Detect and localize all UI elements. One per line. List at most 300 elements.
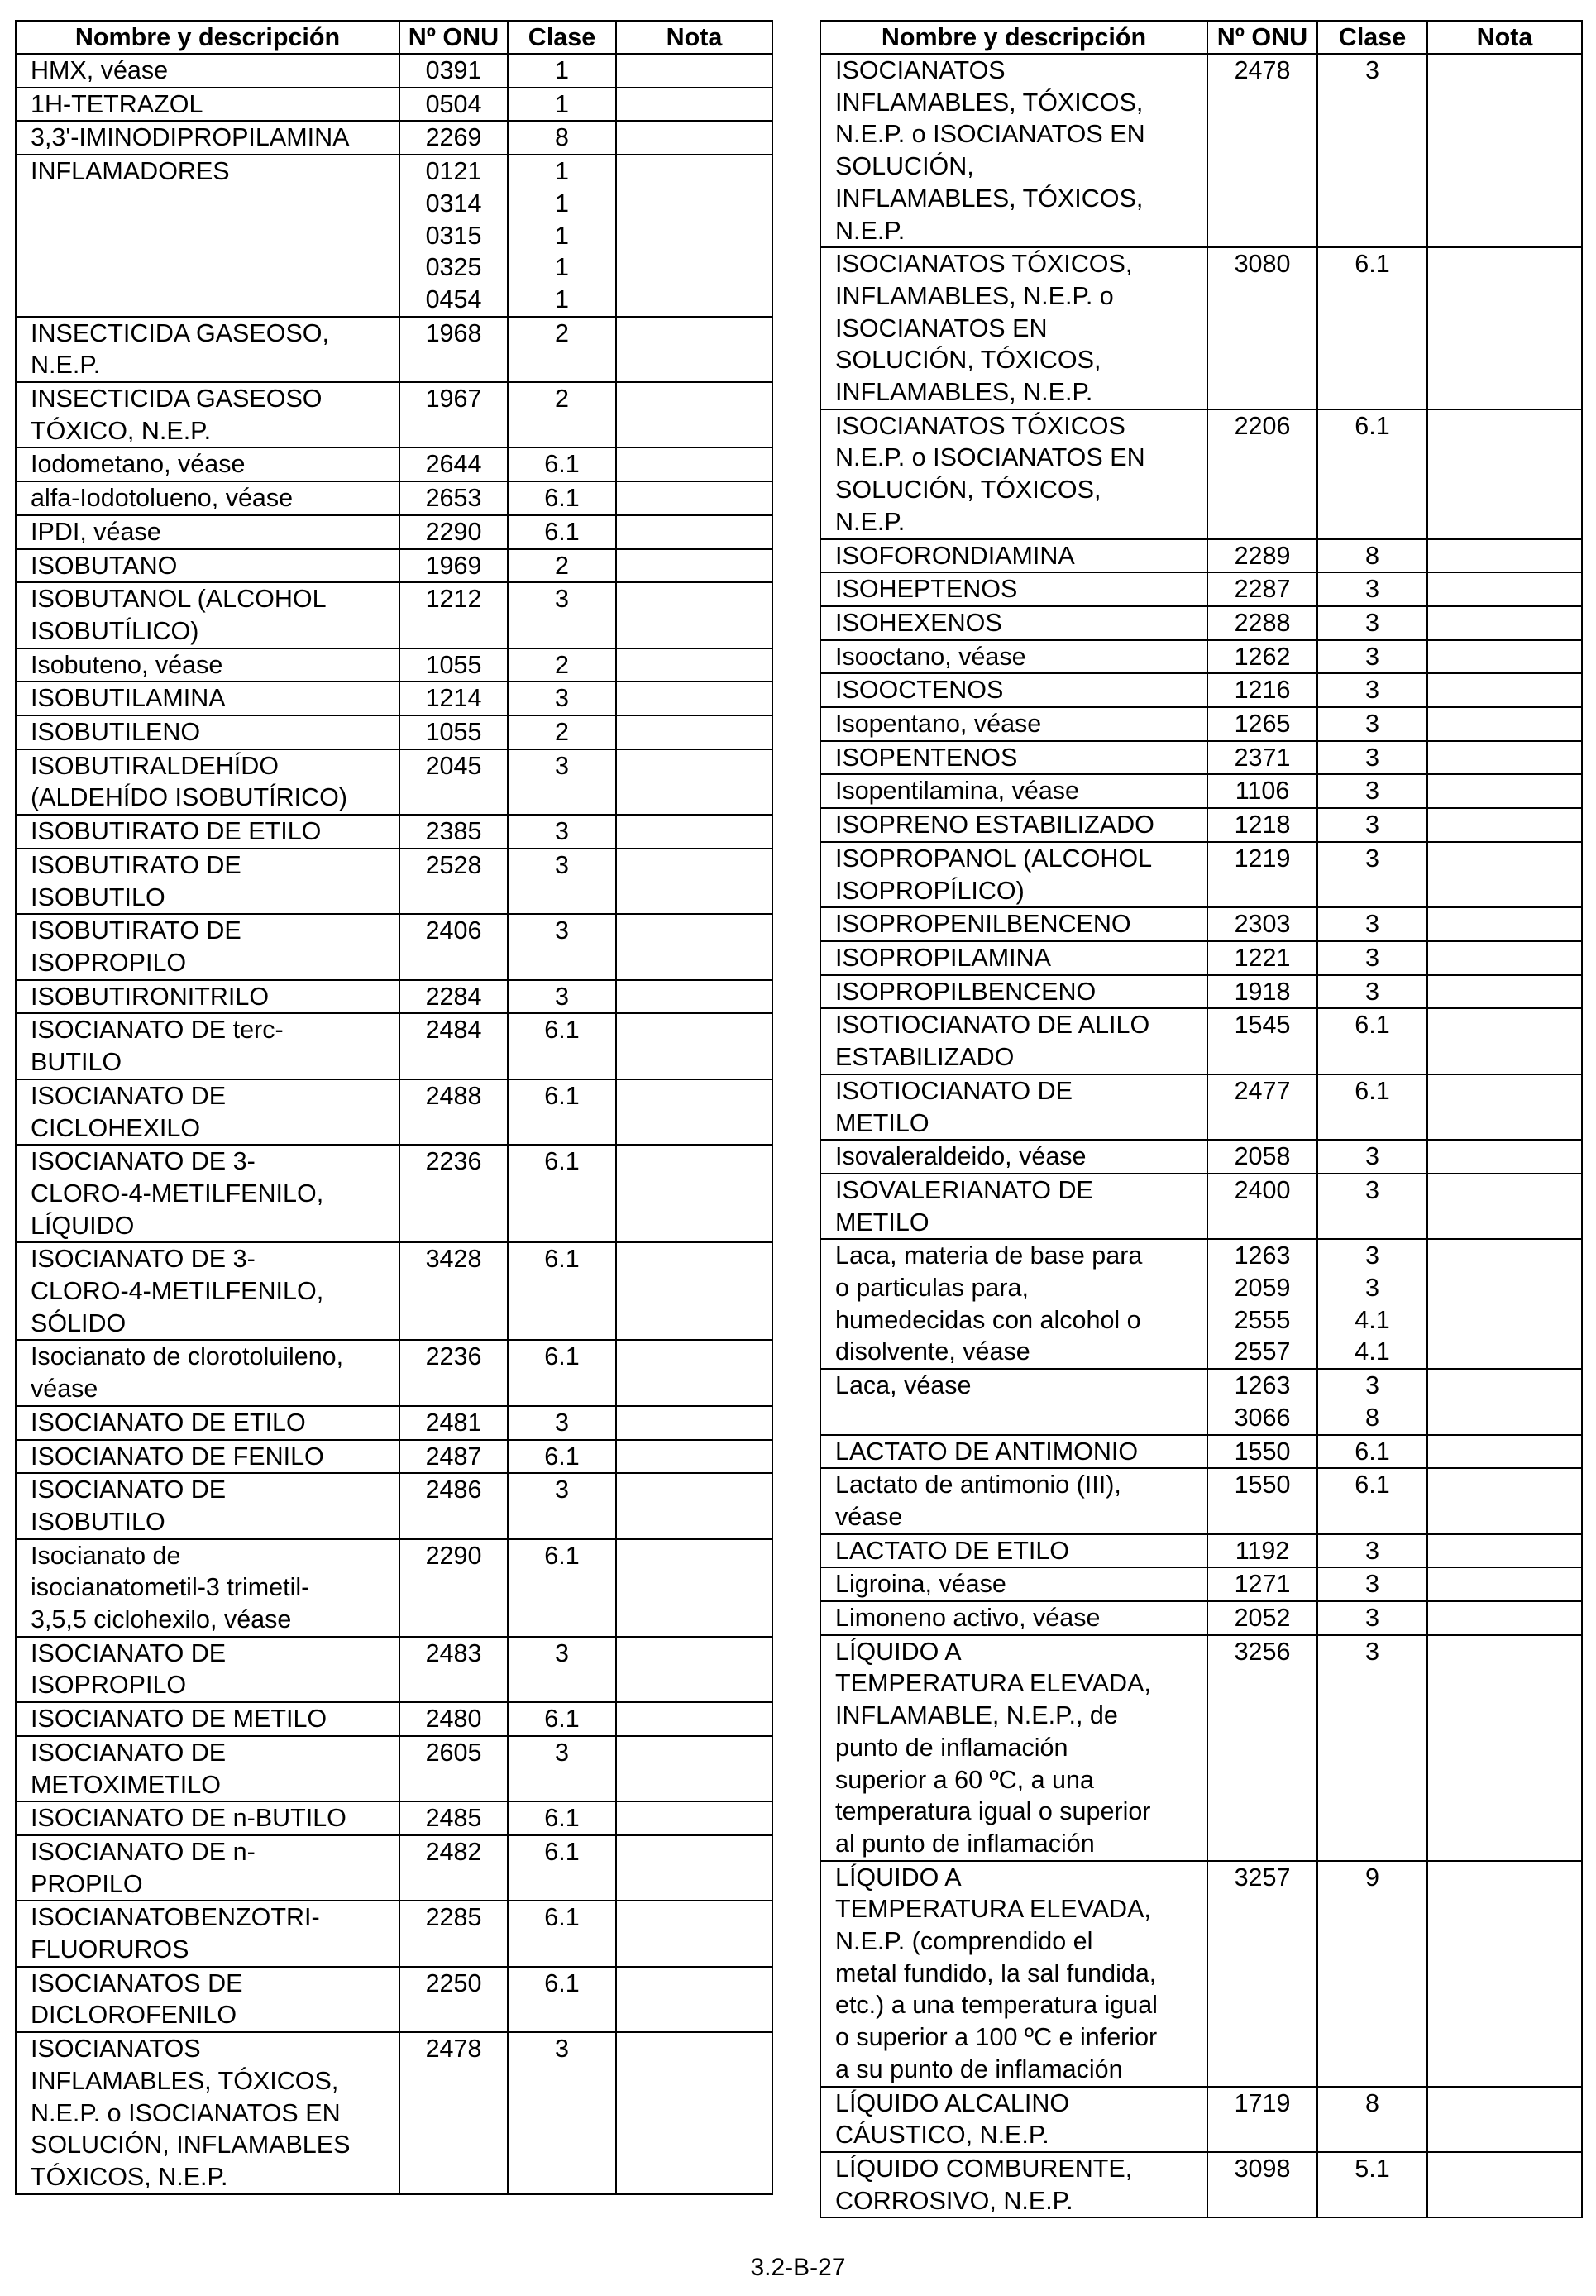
table-row — [16, 481, 772, 515]
cell-name: ISOTIOCIANATO DE METILO — [820, 1074, 1207, 1140]
table-row — [820, 808, 1582, 842]
cell-un-number: 2478 — [399, 2032, 508, 2194]
cell-name: ISOCIANATOS INFLAMABLES, TÓXICOS, N.E.P. o ISOCIANATOS EN SOLUCIÓN, INFLAMABLES TÓXICOS, N.E.P. — [16, 2032, 399, 2194]
cell-name: Limoneno activo, véase — [820, 1601, 1207, 1635]
cell-un-number: 3098 — [1207, 2152, 1317, 2217]
cell-class: 3 — [508, 1406, 616, 1440]
dangerous-goods-table-right — [820, 20, 1583, 2218]
cell-class: 3 — [1317, 572, 1427, 606]
table-row — [820, 1369, 1582, 1434]
cell-note — [616, 515, 772, 549]
cell-note — [1427, 1174, 1582, 1239]
table-row — [820, 774, 1582, 808]
cell-name: ISOBUTIRATO DE ISOBUTILO — [16, 849, 399, 914]
cell-note — [1427, 941, 1582, 975]
cell-name: Isocianato de clorotoluileno, véase — [16, 1340, 399, 1405]
cell-class: 1 — [508, 88, 616, 122]
cell-un-number: 2371 — [1207, 741, 1317, 775]
cell-un-number: 1550 — [1207, 1468, 1317, 1533]
table-row — [16, 54, 772, 88]
cell-un-number: 3256 — [1207, 1635, 1317, 1861]
cell-note — [1427, 975, 1582, 1009]
cell-note — [616, 1013, 772, 1079]
cell-un-number: 2285 — [399, 1901, 508, 1966]
cell-note — [616, 481, 772, 515]
cell-note — [616, 815, 772, 849]
cell-un-number: 2487 — [399, 1440, 508, 1474]
cell-un-number: 2644 — [399, 447, 508, 481]
cell-note — [1427, 907, 1582, 941]
cell-class: 2 — [508, 648, 616, 682]
cell-class: 6.1 — [1317, 409, 1427, 539]
page-number: 3.2-B-27 — [750, 2254, 846, 2281]
cell-name: ISOCIANATOBENZOTRI- FLUORUROS — [16, 1901, 399, 1966]
cell-name: LÍQUIDO ALCALINO CÁUSTICO, N.E.P. — [820, 2087, 1207, 2152]
cell-note — [616, 648, 772, 682]
cell-name: INSECTICIDA GASEOSO, N.E.P. — [16, 317, 399, 382]
cell-class: 6.1 — [1317, 1008, 1427, 1074]
table-row — [820, 907, 1582, 941]
cell-name: ISOCIANATOS TÓXICOS N.E.P. o ISOCIANATOS EN SOLUCIÓN, TÓXICOS, N.E.P. — [820, 409, 1207, 539]
cell-note — [1427, 409, 1582, 539]
header-un-number: Nº ONU — [399, 21, 508, 54]
table-row — [16, 88, 772, 122]
header-class: Clase — [508, 21, 616, 54]
cell-class: 3 3 4.1 4.1 — [1317, 1239, 1427, 1369]
cell-class: 3 — [1317, 907, 1427, 941]
cell-note — [616, 121, 772, 155]
cell-name: ISOCIANATO DE ETILO — [16, 1406, 399, 1440]
cell-note — [1427, 707, 1582, 741]
dangerous-goods-table-left — [15, 20, 773, 2195]
table-row — [820, 1174, 1582, 1239]
cell-note — [616, 849, 772, 914]
cell-un-number: 2480 — [399, 1702, 508, 1736]
cell-name: ISOCIANATO DE CICLOHEXILO — [16, 1079, 399, 1145]
cell-note — [1427, 1534, 1582, 1568]
cell-name: ISOFORONDIAMINA — [820, 539, 1207, 573]
cell-class: 6.1 — [1317, 247, 1427, 409]
cell-class: 3 — [1317, 1140, 1427, 1174]
cell-note — [616, 1637, 772, 1702]
cell-class: 6.1 — [508, 447, 616, 481]
cell-note — [616, 1835, 772, 1901]
table-row — [16, 515, 772, 549]
cell-name: ISOVALERIANATO DE METILO — [820, 1174, 1207, 1239]
cell-un-number: 1219 — [1207, 842, 1317, 907]
cell-class: 2 — [508, 382, 616, 447]
table-row — [16, 1637, 772, 1702]
cell-note — [1427, 1369, 1582, 1434]
cell-class: 3 — [1317, 808, 1427, 842]
cell-class: 3 — [1317, 975, 1427, 1009]
cell-note — [616, 1801, 772, 1835]
cell-name: INSECTICIDA GASEOSO TÓXICO, N.E.P. — [16, 382, 399, 447]
table-row — [16, 1440, 772, 1474]
cell-note — [616, 1967, 772, 2032]
table-row — [820, 1861, 1582, 2087]
cell-note — [616, 582, 772, 648]
cell-class: 6.1 — [508, 1801, 616, 1835]
cell-un-number: 1545 — [1207, 1008, 1317, 1074]
table-row — [16, 1967, 772, 2032]
cell-name: ISOCIANATOS INFLAMABLES, TÓXICOS, N.E.P. o ISOCIANATOS EN SOLUCIÓN, INFLAMABLES, TÓXICOS, N.E.P. — [820, 54, 1207, 247]
cell-note — [1427, 1635, 1582, 1861]
cell-name: IPDI, véase — [16, 515, 399, 549]
table-row — [820, 572, 1582, 606]
cell-note — [1427, 247, 1582, 409]
cell-note — [616, 715, 772, 749]
cell-name: ISOCIANATO DE ISOPROPILO — [16, 1637, 399, 1702]
cell-class: 6.1 — [508, 1013, 616, 1079]
cell-note — [1427, 1601, 1582, 1635]
table-row — [820, 842, 1582, 907]
cell-class: 6.1 — [508, 1835, 616, 1901]
cell-note — [616, 1702, 772, 1736]
table-row — [16, 1079, 772, 1145]
cell-class: 3 — [508, 682, 616, 715]
cell-class: 5.1 — [1317, 2152, 1427, 2217]
table-row — [16, 682, 772, 715]
cell-note — [1427, 774, 1582, 808]
cell-class: 6.1 — [508, 1702, 616, 1736]
cell-name: ISOPROPILAMINA — [820, 941, 1207, 975]
cell-class: 6.1 — [508, 1440, 616, 1474]
cell-class: 6.1 — [508, 1539, 616, 1637]
cell-un-number: 2290 — [399, 515, 508, 549]
cell-un-number: 2484 — [399, 1013, 508, 1079]
table-row — [16, 1406, 772, 1440]
cell-note — [616, 447, 772, 481]
cell-note — [1427, 1861, 1582, 2087]
header-note: Nota — [1427, 21, 1582, 54]
cell-un-number: 1262 — [1207, 640, 1317, 674]
cell-note — [1427, 842, 1582, 907]
cell-class: 6.1 — [508, 1340, 616, 1405]
cell-class: 3 — [1317, 1567, 1427, 1601]
cell-class: 3 — [508, 849, 616, 914]
cell-class: 3 — [1317, 606, 1427, 640]
table-row — [16, 1473, 772, 1538]
table-row — [16, 1145, 772, 1242]
cell-name: ISOBUTILENO — [16, 715, 399, 749]
table-row — [16, 1539, 772, 1637]
cell-note — [1427, 741, 1582, 775]
cell-note — [616, 2032, 772, 2194]
table-row — [16, 914, 772, 979]
cell-name: ISOCIANATO DE n-BUTILO — [16, 1801, 399, 1835]
cell-name: Isovaleraldeido, véase — [820, 1140, 1207, 1174]
cell-class: 3 — [508, 2032, 616, 2194]
cell-note — [616, 549, 772, 583]
table-row — [16, 447, 772, 481]
cell-note — [1427, 2087, 1582, 2152]
cell-name: ISOBUTANOL (ALCOHOL ISOBUTÍLICO) — [16, 582, 399, 648]
cell-class: 3 — [1317, 1174, 1427, 1239]
table-body-right — [820, 54, 1582, 2217]
cell-un-number: 1263 3066 — [1207, 1369, 1317, 1434]
table-header-row — [16, 21, 772, 54]
cell-note — [1427, 673, 1582, 707]
cell-un-number: 0504 — [399, 88, 508, 122]
cell-name: ISOOCTENOS — [820, 673, 1207, 707]
cell-name: Ligroina, véase — [820, 1567, 1207, 1601]
cell-note — [616, 1473, 772, 1538]
cell-un-number: 1212 — [399, 582, 508, 648]
cell-un-number: 1265 — [1207, 707, 1317, 741]
cell-name: LACTATO DE ANTIMONIO — [820, 1435, 1207, 1469]
table-row — [16, 1702, 772, 1736]
cell-note — [616, 317, 772, 382]
cell-name: ISOPROPENILBENCENO — [820, 907, 1207, 941]
cell-name: ISOCIANATO DE 3- CLORO-4-METILFENILO, LÍQUIDO — [16, 1145, 399, 1242]
cell-note — [1427, 606, 1582, 640]
cell-un-number: 2406 — [399, 914, 508, 979]
cell-un-number: 1719 — [1207, 2087, 1317, 2152]
cell-class: 3 — [1317, 640, 1427, 674]
table-row — [16, 980, 772, 1014]
header-un-number: Nº ONU — [1207, 21, 1317, 54]
cell-name: ISOPENTENOS — [820, 741, 1207, 775]
cell-note — [1427, 1008, 1582, 1074]
cell-name: LÍQUIDO A TEMPERATURA ELEVADA, INFLAMABLE, N.E.P., de punto de inflamación superior a 60 ºC, a una temperatura igual o superior al punto de inflamación — [820, 1635, 1207, 1861]
header-name: Nombre y descripción — [16, 21, 399, 54]
cell-un-number: 2290 — [399, 1539, 508, 1637]
cell-class: 3 — [1317, 1534, 1427, 1568]
cell-un-number: 1550 — [1207, 1435, 1317, 1469]
cell-note — [1427, 1435, 1582, 1469]
cell-class: 2 — [508, 317, 616, 382]
cell-un-number: 2287 — [1207, 572, 1317, 606]
table-body-left — [16, 54, 772, 2194]
cell-note — [616, 682, 772, 715]
cell-class: 2 — [508, 549, 616, 583]
cell-name: alfa-Iodotolueno, véase — [16, 481, 399, 515]
cell-un-number: 1969 — [399, 549, 508, 583]
header-class: Clase — [1317, 21, 1427, 54]
cell-note — [1427, 539, 1582, 573]
cell-note — [616, 749, 772, 815]
cell-class: 6.1 — [1317, 1468, 1427, 1533]
table-row — [16, 1901, 772, 1966]
table-row — [820, 941, 1582, 975]
cell-class: 3 8 — [1317, 1369, 1427, 1434]
cell-un-number: 3428 — [399, 1242, 508, 1340]
cell-name: ISOBUTIRATO DE ETILO — [16, 815, 399, 849]
table-row — [820, 409, 1582, 539]
cell-name: ISOCIANATO DE n- PROPILO — [16, 1835, 399, 1901]
cell-class: 6.1 — [508, 1967, 616, 2032]
table-row — [16, 1835, 772, 1901]
cell-class: 2 — [508, 715, 616, 749]
cell-un-number: 2528 — [399, 849, 508, 914]
cell-un-number: 2058 — [1207, 1140, 1317, 1174]
cell-name: ISOTIOCIANATO DE ALILO ESTABILIZADO — [820, 1008, 1207, 1074]
cell-un-number: 2385 — [399, 815, 508, 849]
cell-un-number: 1263 2059 2555 2557 — [1207, 1239, 1317, 1369]
table-row — [820, 741, 1582, 775]
cell-un-number: 1967 — [399, 382, 508, 447]
cell-un-number: 2488 — [399, 1079, 508, 1145]
header-note: Nota — [616, 21, 772, 54]
cell-un-number: 2400 — [1207, 1174, 1317, 1239]
cell-class: 3 — [1317, 673, 1427, 707]
cell-class: 3 — [508, 815, 616, 849]
cell-class: 6.1 — [508, 481, 616, 515]
table-row — [820, 1567, 1582, 1601]
cell-note — [616, 914, 772, 979]
table-row — [820, 1239, 1582, 1369]
cell-name: ISOCIANATO DE terc- BUTILO — [16, 1013, 399, 1079]
cell-class: 6.1 — [508, 1242, 616, 1340]
cell-un-number: 2477 — [1207, 1074, 1317, 1140]
cell-un-number: 0391 — [399, 54, 508, 88]
cell-un-number: 2483 — [399, 1637, 508, 1702]
cell-un-number: 1221 — [1207, 941, 1317, 975]
cell-name: Isopentilamina, véase — [820, 774, 1207, 808]
cell-name: ISOPRENO ESTABILIZADO — [820, 808, 1207, 842]
cell-un-number: 1968 — [399, 317, 508, 382]
table-row — [16, 749, 772, 815]
cell-class: 1 1 1 1 1 — [508, 155, 616, 317]
cell-note — [616, 54, 772, 88]
cell-un-number: 2289 — [1207, 539, 1317, 573]
table-row — [820, 2152, 1582, 2217]
cell-un-number: 2478 — [1207, 54, 1317, 247]
cell-name: 1H-TETRAZOL — [16, 88, 399, 122]
cell-class: 3 — [1317, 941, 1427, 975]
table-row — [16, 1736, 772, 1801]
cell-name: ISOCIANATO DE METILO — [16, 1702, 399, 1736]
table-row — [820, 247, 1582, 409]
cell-class: 8 — [1317, 539, 1427, 573]
cell-un-number: 2284 — [399, 980, 508, 1014]
cell-note — [1427, 640, 1582, 674]
cell-class: 3 — [1317, 842, 1427, 907]
table-row — [820, 1601, 1582, 1635]
cell-class: 3 — [1317, 1635, 1427, 1861]
cell-class: 3 — [1317, 707, 1427, 741]
cell-note — [616, 1340, 772, 1405]
cell-name: Isobuteno, véase — [16, 648, 399, 682]
cell-un-number: 1055 — [399, 648, 508, 682]
cell-class: 8 — [508, 121, 616, 155]
cell-class: 9 — [1317, 1861, 1427, 2087]
cell-un-number: 2206 — [1207, 409, 1317, 539]
cell-class: 3 — [508, 1473, 616, 1538]
cell-name: ISOCIANATO DE ISOBUTILO — [16, 1473, 399, 1538]
cell-class: 6.1 — [508, 1901, 616, 1966]
cell-name: ISOCIANATOS TÓXICOS, INFLAMABLES, N.E.P. o ISOCIANATOS EN SOLUCIÓN, TÓXICOS, INFLAMABLES, N.E.P. — [820, 247, 1207, 409]
cell-class: 3 — [1317, 54, 1427, 247]
table-row — [16, 849, 772, 914]
cell-un-number: 2236 — [399, 1145, 508, 1242]
table-row — [820, 539, 1582, 573]
cell-name: Laca, materia de base para o particulas para, humedecidas con alcohol o disolvente, véase — [820, 1239, 1207, 1369]
cell-class: 6.1 — [1317, 1435, 1427, 1469]
table-row — [16, 1242, 772, 1340]
table-row — [16, 648, 772, 682]
cell-name: ISOPROPANOL (ALCOHOL ISOPROPÍLICO) — [820, 842, 1207, 907]
cell-un-number: 3257 — [1207, 1861, 1317, 2087]
cell-class: 6.1 — [1317, 1074, 1427, 1140]
cell-note — [1427, 54, 1582, 247]
cell-note — [1427, 1567, 1582, 1601]
cell-un-number: 2288 — [1207, 606, 1317, 640]
cell-un-number: 2303 — [1207, 907, 1317, 941]
cell-class: 6.1 — [508, 1079, 616, 1145]
cell-class: 8 — [1317, 2087, 1427, 2152]
cell-name: LACTATO DE ETILO — [820, 1534, 1207, 1568]
cell-name: Laca, véase — [820, 1369, 1207, 1434]
cell-note — [616, 1539, 772, 1637]
cell-class: 3 — [508, 749, 616, 815]
cell-un-number: 2485 — [399, 1801, 508, 1835]
cell-name: Lactato de antimonio (III), véase — [820, 1468, 1207, 1533]
cell-un-number: 3080 — [1207, 247, 1317, 409]
cell-un-number: 1218 — [1207, 808, 1317, 842]
table-header-row — [820, 21, 1582, 54]
cell-name: Isocianato de isocianatometil-3 trimetil- 3,5,5 ciclohexilo, véase — [16, 1539, 399, 1637]
cell-note — [616, 155, 772, 317]
cell-class: 3 — [508, 980, 616, 1014]
cell-un-number: 2482 — [399, 1835, 508, 1901]
table-row — [820, 1468, 1582, 1533]
cell-name: ISOCIANATOS DE DICLOROFENILO — [16, 1967, 399, 2032]
cell-un-number: 1055 — [399, 715, 508, 749]
cell-class: 3 — [1317, 741, 1427, 775]
table-row — [820, 707, 1582, 741]
cell-name: ISOBUTILAMINA — [16, 682, 399, 715]
cell-note — [616, 1406, 772, 1440]
table-row — [820, 975, 1582, 1009]
cell-name: ISOHEPTENOS — [820, 572, 1207, 606]
cell-class: 3 — [508, 914, 616, 979]
cell-name: LÍQUIDO A TEMPERATURA ELEVADA, N.E.P. (comprendido el metal fundido, la sal fundida, etc.) a una temperatura igual o superior a 100 ºC e inferior a su punto de inflamación — [820, 1861, 1207, 2087]
cell-un-number: 2481 — [399, 1406, 508, 1440]
cell-note — [1427, 1468, 1582, 1533]
cell-note — [616, 1242, 772, 1340]
cell-note — [1427, 808, 1582, 842]
cell-un-number: 2236 — [399, 1340, 508, 1405]
cell-note — [616, 88, 772, 122]
cell-note — [616, 382, 772, 447]
cell-name: ISOCIANATO DE 3- CLORO-4-METILFENILO, SÓLIDO — [16, 1242, 399, 1340]
header-name: Nombre y descripción — [820, 21, 1207, 54]
cell-un-number: 2269 — [399, 121, 508, 155]
cell-class: 6.1 — [508, 515, 616, 549]
cell-name: ISOBUTIRATO DE ISOPROPILO — [16, 914, 399, 979]
cell-name: ISOCIANATO DE METOXIMETILO — [16, 1736, 399, 1801]
cell-un-number: 0121 0314 0315 0325 0454 — [399, 155, 508, 317]
table-row — [820, 1435, 1582, 1469]
table-row — [16, 382, 772, 447]
table-row — [16, 317, 772, 382]
cell-note — [1427, 1239, 1582, 1369]
table-row — [820, 1008, 1582, 1074]
cell-class: 3 — [508, 1736, 616, 1801]
cell-note — [1427, 1074, 1582, 1140]
cell-un-number: 1271 — [1207, 1567, 1317, 1601]
table-row — [16, 2032, 772, 2194]
cell-name: Isopentano, véase — [820, 707, 1207, 741]
cell-name: LÍQUIDO COMBURENTE, CORROSIVO, N.E.P. — [820, 2152, 1207, 2217]
cell-name: ISOBUTIRONITRILO — [16, 980, 399, 1014]
table-row — [16, 815, 772, 849]
cell-note — [1427, 572, 1582, 606]
cell-note — [616, 1145, 772, 1242]
cell-class: 6.1 — [508, 1145, 616, 1242]
